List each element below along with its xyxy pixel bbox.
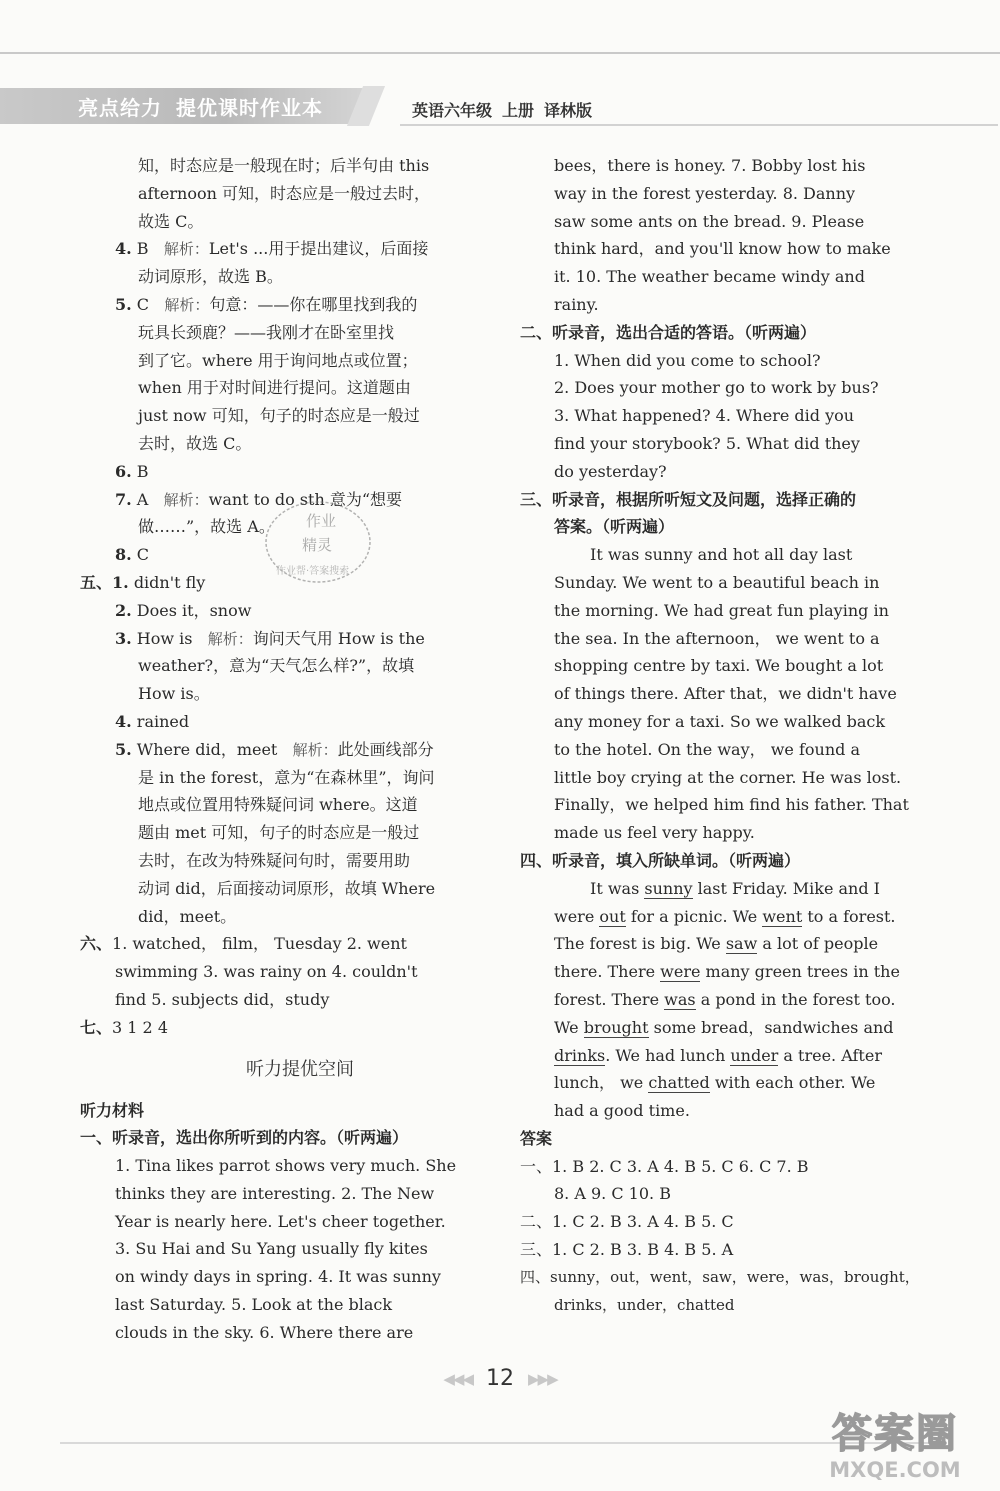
- text-line: thinks they are interesting. 2. The New: [115, 1183, 435, 1203]
- text-line: rainy.: [554, 294, 599, 314]
- logo-url: MXQE.COM: [829, 1458, 961, 1482]
- text-line: 3. What happened? 4. Where did you: [554, 406, 855, 426]
- section-marker: 六、: [80, 934, 113, 954]
- watermark-stamp: [262, 498, 374, 586]
- fill-text: there. There: [554, 962, 656, 982]
- materials-heading: 听力材料: [80, 1100, 145, 1120]
- text-line: 玩具长颈鹿？——我刚才在卧室里找: [138, 322, 395, 342]
- item-answer: B: [136, 239, 149, 259]
- text-line: 3. Su Hai and Su Yang usually fly kites: [115, 1239, 428, 1259]
- text-line: 动词 did，后面接动词原形，故填 Where: [138, 878, 436, 898]
- listening-section-1-heading: 一、听录音，选出你所听到的内容。（听两遍）: [80, 1128, 409, 1148]
- item-number: 5.: [115, 739, 132, 759]
- text-line: 去时，在改为特殊疑问句时，需要用助: [138, 850, 411, 870]
- text-line: 1. Tina likes parrot shows very much. She: [115, 1156, 457, 1176]
- text-line: to the hotel. On the way， we found a: [554, 739, 861, 759]
- top-divider: [0, 52, 1000, 54]
- fill-text: forest. There: [554, 989, 660, 1009]
- header-rule: [400, 124, 998, 126]
- fill-line: [520, 1042, 920, 1070]
- answer-item-5: [80, 291, 480, 319]
- text-line: way in the forest yesterday. 8. Danny: [554, 183, 856, 203]
- text-line: How is。: [138, 684, 210, 704]
- section-6-answers: 1. watched， film， Tuesday 2. went: [112, 934, 407, 954]
- filled-word: saw: [725, 934, 758, 954]
- item-answer: didn't fly: [133, 572, 206, 592]
- fill-text: The forest is big. We: [554, 934, 721, 954]
- answer-line: 四、sunny，out，went，saw，were，was，brought，: [520, 1267, 920, 1286]
- filled-word: brought: [583, 1017, 649, 1037]
- analysis-label: 解析：: [163, 490, 209, 509]
- text-line: 到了它。where 用于询问地点或位置；: [138, 350, 418, 370]
- text-line: any money for a taxi. So we walked back: [554, 711, 886, 731]
- filled-word: drinks: [554, 1045, 606, 1065]
- text-line: when 用于对时间进行提问。这道题由: [138, 378, 411, 398]
- listening-section-3-heading: 三、听录音，根据所听短文及问题，选择正确的: [520, 489, 857, 509]
- filled-word: out: [599, 906, 626, 926]
- item-answer: rained: [136, 711, 190, 731]
- analysis-text: 询问天气用 How is the: [252, 628, 425, 648]
- answers-heading: 答案: [520, 1128, 553, 1148]
- section-marker: 五、: [80, 572, 113, 592]
- next-arrows-icon: ▶▶▶: [528, 1370, 557, 1388]
- item-number: 1.: [112, 572, 129, 592]
- header-brand: 亮点给力: [78, 96, 162, 120]
- text-line: 知，时态应是一般现在时；后半句由 this: [138, 156, 430, 175]
- text-line: 题由 met 可知，句子的时态应是一般过: [138, 823, 420, 843]
- header-book-info: [412, 98, 602, 121]
- filled-word: under: [730, 1045, 779, 1065]
- fill-text: were: [554, 906, 595, 926]
- answer-line: drinks，under，chatted: [554, 1295, 735, 1314]
- fill-text: a tree. After: [783, 1045, 882, 1065]
- text-line: Finally，we helped him find his father. That: [554, 795, 909, 815]
- item-number: 2.: [115, 600, 132, 620]
- right-column: [520, 152, 920, 1319]
- item-number: 3.: [115, 628, 132, 648]
- analysis-label: 解析：: [292, 740, 338, 759]
- item-answer: How is: [136, 628, 193, 648]
- fill-line: [520, 930, 920, 958]
- fill-text: lunch， we: [554, 1073, 644, 1093]
- answer-line: 8. A 9. C 10. B: [554, 1184, 671, 1204]
- fill-text: many green trees in the: [705, 962, 900, 982]
- text-line: the sea. In the afternoon， we went to a: [554, 628, 880, 648]
- section-7-line: [80, 1014, 480, 1042]
- site-logo: [800, 1402, 990, 1490]
- prev-arrows-icon: ◀◀◀: [443, 1370, 472, 1388]
- header-series-title: [78, 92, 337, 121]
- analysis-label: 解析：: [207, 629, 253, 648]
- fill-line: [520, 875, 920, 903]
- stamp-line-2: 精灵: [302, 536, 333, 554]
- header-subject: 英语六年级: [412, 101, 493, 120]
- header-volume: 上册: [502, 101, 535, 120]
- fill-text: a lot of people: [762, 934, 879, 954]
- text-line: think hard，and you'll know how to make: [554, 239, 891, 259]
- filled-word: sunny: [644, 878, 693, 898]
- item-number: 5.: [115, 294, 132, 314]
- text-line: last Saturday. 5. Look at the black: [115, 1295, 393, 1315]
- answer-item-4: [80, 235, 480, 263]
- text-line: Sunday. We went to a beautiful beach in: [554, 572, 880, 592]
- analysis-label: 解析：: [163, 240, 209, 259]
- section-5-item-4: [80, 708, 480, 736]
- answer-line: 二、1. C 2. B 3. A 4. B 5. C: [520, 1212, 734, 1232]
- text-line: afternoon 可知，时态应是一般过去时，: [138, 183, 430, 203]
- section-5-item-5: [80, 736, 480, 764]
- text-line: 动词原形，故选 B。: [138, 267, 283, 287]
- text-line: on windy days in spring. 4. It was sunny: [115, 1267, 441, 1287]
- fill-text: last Friday. Mike and I: [697, 878, 880, 898]
- text-line: 1. When did you come to school?: [554, 350, 821, 370]
- text-line: it. 10. The weather became windy and: [554, 267, 865, 287]
- analysis-text: 此处画线部分: [337, 739, 434, 759]
- item-answer: Where did，meet: [136, 739, 278, 759]
- text-line: had a good time.: [554, 1101, 690, 1121]
- fill-line: [520, 958, 920, 986]
- analysis-label: 解析：: [164, 295, 210, 314]
- text-line: 去时，故选 C。: [138, 433, 252, 453]
- item-number: 4.: [115, 711, 132, 731]
- text-line: find 5. subjects did，study: [115, 989, 330, 1009]
- fill-text: . We had lunch: [605, 1045, 726, 1065]
- logo-title: 答案圈: [832, 1411, 958, 1457]
- answer-item-6: [80, 458, 480, 486]
- filled-word: chatted: [648, 1073, 710, 1093]
- text-line: Year is nearly here. Let's cheer together.: [115, 1211, 446, 1231]
- fill-text: to a forest.: [807, 906, 896, 926]
- fill-line: [520, 986, 920, 1014]
- text-line: 地点或位置用特殊疑问词 where。这道: [138, 795, 418, 815]
- item-number: 7.: [115, 489, 132, 509]
- text-line: saw some ants on the bread. 9. Please: [554, 211, 865, 231]
- section-marker: 七、: [80, 1017, 113, 1037]
- stamp-line-1: 作业: [306, 512, 337, 530]
- text-line: the morning. We had great fun playing in: [554, 600, 889, 620]
- section-6-line: [80, 930, 480, 958]
- analysis-text: Let's ...用于提出建议，后面接: [208, 239, 429, 259]
- fill-text: a pond in the forest too.: [700, 989, 896, 1009]
- text-line: little boy crying at the corner. He was lost.: [554, 767, 902, 787]
- page-number-bar: [400, 1366, 600, 1396]
- section-5-item-3: [80, 625, 480, 653]
- left-column: [80, 152, 480, 1347]
- section-7-answers: 3 1 2 4: [112, 1017, 168, 1037]
- fill-text: It was: [590, 878, 640, 898]
- text-line: just now 可知，句子的时态应是一般过: [138, 406, 420, 426]
- fill-text: some bread，sandwiches and: [653, 1017, 894, 1037]
- text-line: It was sunny and hot all day last: [590, 545, 853, 565]
- text-line: do yesterday?: [554, 461, 667, 481]
- item-answer: C: [136, 545, 150, 565]
- section-5-item-2: [80, 597, 480, 625]
- text-line: did，meet。: [138, 906, 237, 926]
- filled-word: went: [762, 906, 803, 926]
- text-line: made us feel very happy.: [554, 823, 755, 843]
- text-line: 2. Does your mother go to work by bus?: [554, 378, 879, 398]
- fill-text: with each other. We: [714, 1073, 876, 1093]
- fill-line: [520, 903, 920, 931]
- fill-line: [520, 1069, 920, 1097]
- header-series: 提优课时作业本: [176, 96, 323, 120]
- item-answer: Does it，snow: [136, 600, 252, 620]
- text-line: 故选 C。: [138, 211, 204, 231]
- text-line: clouds in the sky. 6. Where there are: [115, 1322, 414, 1342]
- item-number: 4.: [115, 239, 132, 259]
- text-line: shopping centre by taxi. We bought a lot: [554, 656, 884, 676]
- item-answer: A: [136, 489, 149, 509]
- text-line: 是 in the forest，意为“在森林里”，询问: [138, 767, 435, 787]
- listening-section-4-heading: 四、听录音，填入所缺单词。（听两遍）: [520, 850, 801, 870]
- fill-text: We: [554, 1017, 579, 1037]
- fill-text: for a picnic. We: [630, 906, 758, 926]
- filled-word: was: [664, 989, 696, 1009]
- text-line: weather?，意为“天气怎么样?”，故填: [138, 656, 415, 676]
- stamp-line-3: 作业帮·答案搜索: [276, 566, 350, 577]
- text-line: 做……”，故选 A。: [138, 517, 275, 537]
- listening-section-3-heading-cont: 答案。（听两遍）: [554, 517, 675, 537]
- item-number: 8.: [115, 545, 132, 565]
- header-edition: 译林版: [544, 101, 593, 120]
- item-answer: C: [136, 294, 150, 314]
- text-line: of things there. After that，we didn't have: [554, 684, 897, 704]
- answer-line: 一、1. B 2. C 3. A 4. B 5. C 6. C 7. B: [520, 1156, 809, 1176]
- page-number: 12: [486, 1366, 514, 1391]
- answer-line: 三、1. C 2. B 3. B 4. B 5. A: [520, 1240, 734, 1260]
- listening-section-2-heading: 二、听录音，选出合适的答语。（听两遍）: [520, 322, 817, 342]
- text-line: find your storybook? 5. What did they: [554, 433, 860, 453]
- filled-word: were: [660, 962, 701, 982]
- text-line: swimming 3. was rainy on 4. couldn't: [115, 962, 418, 982]
- fill-line: [520, 1014, 920, 1042]
- text-line: bees，there is honey. 7. Bobby lost his: [554, 156, 866, 175]
- listening-section-title: 听力提优空间: [246, 1058, 354, 1080]
- analysis-text: want to do sth 意为“想要: [208, 489, 403, 509]
- item-answer: B: [136, 461, 149, 481]
- item-number: 6.: [115, 461, 132, 481]
- analysis-text: 句意：——你在哪里找到我的: [209, 294, 418, 314]
